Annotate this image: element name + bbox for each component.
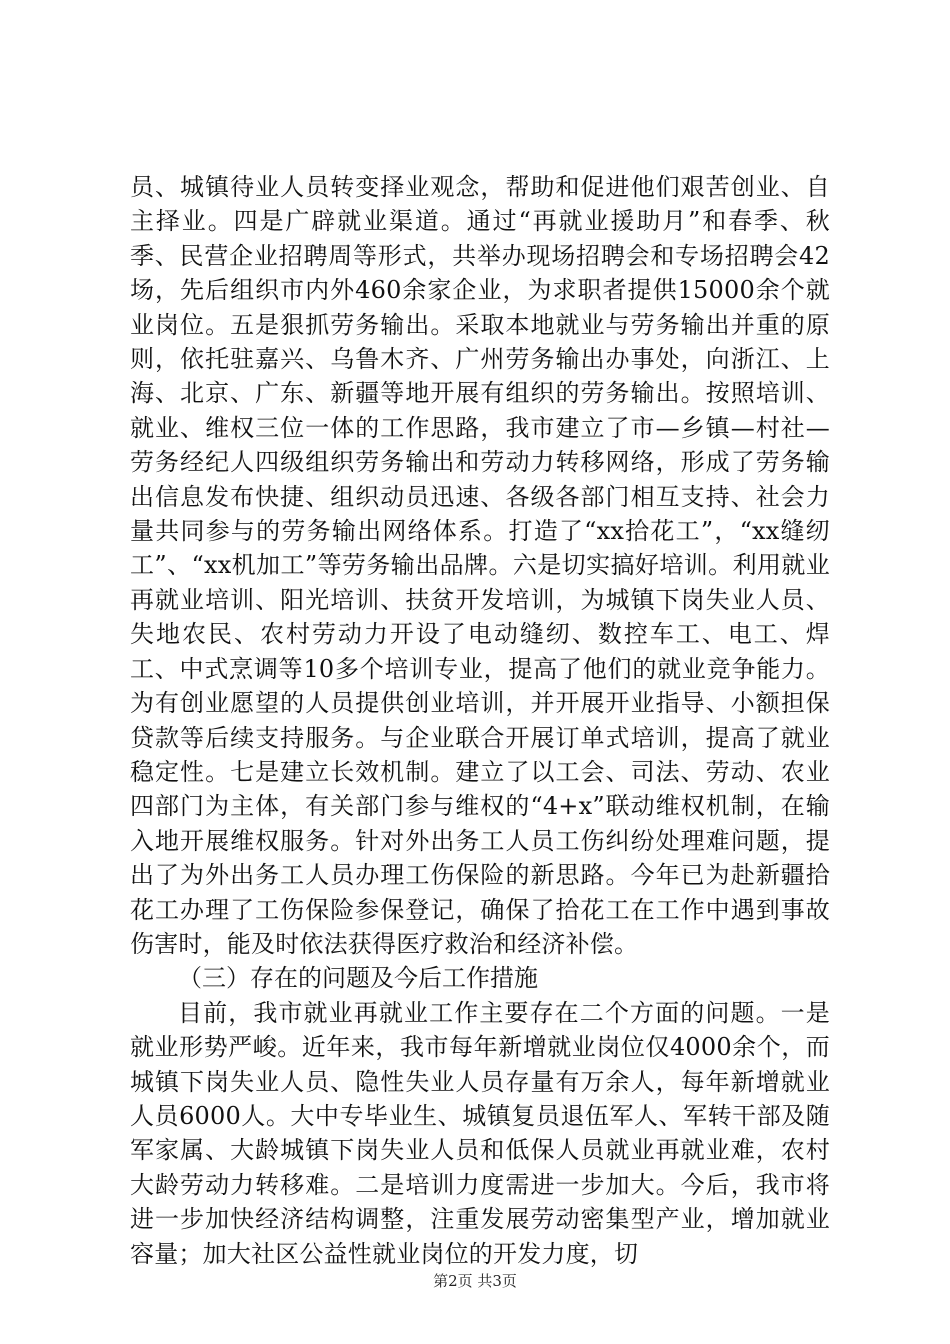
- paragraph-continuation: 员、城镇待业人员转变择业观念，帮助和促进他们艰苦创业、自主择业。四是广辟就业渠道。通过“再就业援助月”和春季、秋季、民营企业招聘周等形式，共举办现场招聘会和专场招聘会42场，先后组织市内外460余家企业，为求职者提供15000余个就业岗位。五是狠抓劳务输出。采取本地就业与劳务输出并重的原则，依托驻嘉兴、乌鲁木齐、广州劳务输出办事处，向浙江、上海、北京、广东、新疆等地开展有组织的劳务输出。按照培训、就业、维权三位一体的工作思路，我市建立了市—乡镇—村社—劳务经纪人四级组织劳务输出和劳动力转移网络，形成了劳务输出信息发布快捷、组织动员迅速、各级各部门相互支持、社会力量共同参与的劳务输出网络体系。打造了“xx拾花工”，“xx缝纫工”、“xx机加工”等劳务输出品牌。六是切实搞好培训。利用就业再就业培训、阳光培训、扶贫开发培训，为城镇下岗失业人员、失地农民、农村劳动力开设了电动缝纫、数控车工、电工、焊工、中式烹调等10多个培训专业，提高了他们的就业竞争能力。为有创业愿望的人员提供创业培训，并开展开业指导、小额担保贷款等后续支持服务。与企业联合开展订单式培训，提高了就业稳定性。七是建立长效机制。建立了以工会、司法、劳动、农业四部门为主体，有关部门参与维权的“4+x”联动维权机制，在输入地开展维权服务。针对外出务工人员工伤纠纷处理难问题，提出了为外出务工人员办理工伤保险的新思路。今年已为赴新疆拾花工办理了工伤保险参保登记，确保了拾花工在工作中遇到事故伤害时，能及时依法获得医疗救治和经济补偿。: [130, 173, 830, 958]
- paragraph-problems: 目前，我市就业再就业工作主要存在二个方面的问题。一是就业形势严峻。近年来，我市每年新增就业岗位仅4000余个，而城镇下岗失业人员、隐性失业人员存量有万余人，每年新增就业人员6000人。大中专毕业生、城镇复员退伍军人、军转干部及随军家属、大龄城镇下岗失业人员和低保人员就业再就业难，农村大龄劳动力转移难。二是培训力度需进一步加大。今后，我市将进一步加快经济结构调整，注重发展劳动密集型产业，增加就业容量；加大社区公益性就业岗位的开发力度，切: [130, 998, 830, 1268]
- page-footer: 第2页 共3页: [433, 1272, 517, 1290]
- section-heading: （三）存在的问题及今后工作措施: [178, 964, 538, 993]
- document-body: [130, 170, 830, 1271]
